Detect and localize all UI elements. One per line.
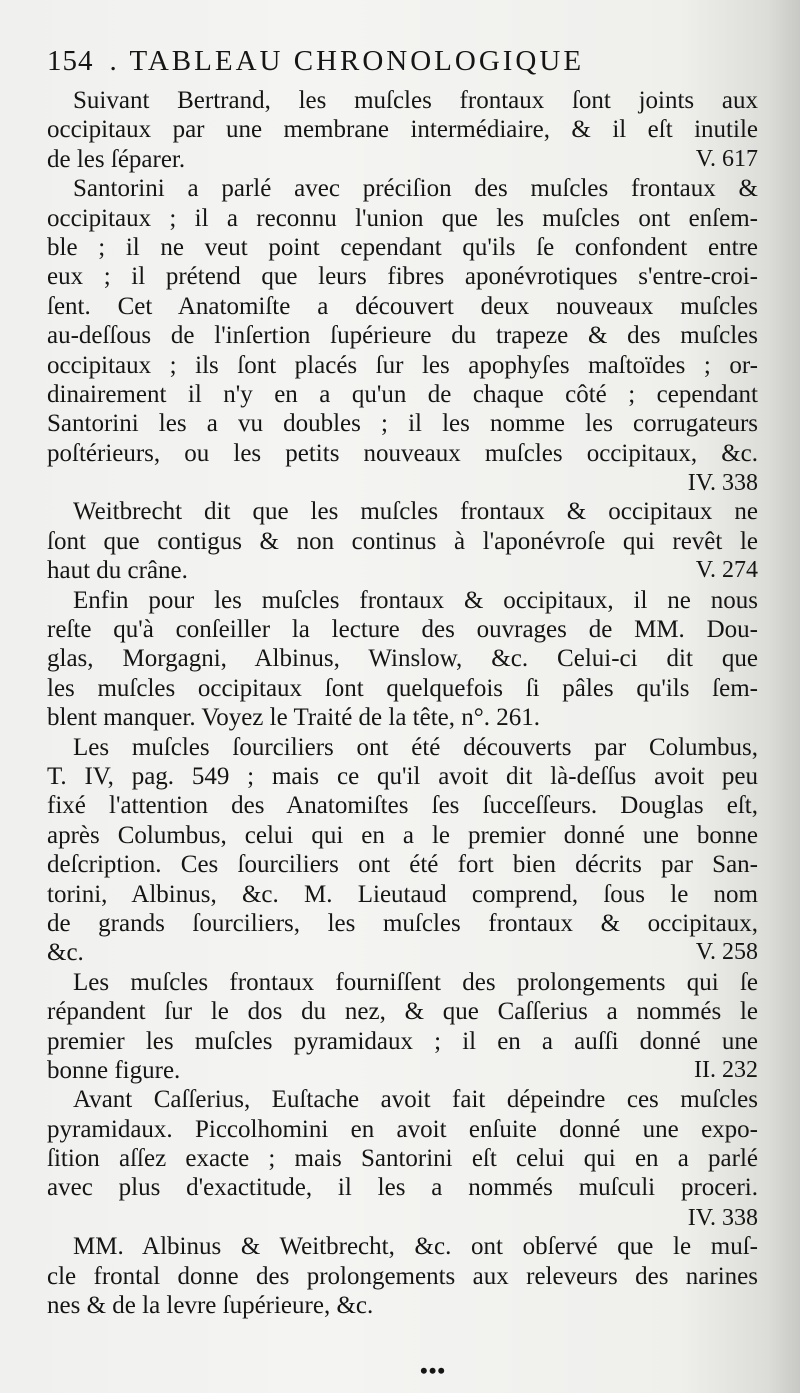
text-line: [47, 1203, 758, 1232]
text-line: dinairement il n'y en a qu'un de chaque côté ; cependant: [47, 380, 758, 408]
text-line: nes & de la levre ſupérieure, &c.: [47, 1292, 374, 1320]
line-text: &c.: [47, 939, 84, 967]
line-text: de les ſéparer.: [47, 145, 186, 173]
text-line: [47, 468, 758, 497]
page-number: 154: [47, 45, 94, 77]
running-title: . TABLEAU CHRONOLOGIQUE: [109, 45, 585, 77]
text-line: reſte qu'à conſeiller la lecture des ouvrages de MM. Dou-: [47, 616, 758, 644]
text-line: [47, 556, 758, 585]
text-line: au-deſſous de l'inſertion ſupérieure du trapeze & des muſcles: [47, 322, 758, 350]
source-reference: IV. 338: [687, 470, 758, 497]
text-line: ſent. Cet Anatomiſte a découvert deux nouveaux muſcles: [47, 292, 758, 320]
text-line: Les muſcles frontaux fourniſſent des prolongements qui ſe: [73, 968, 758, 996]
text-line: [47, 938, 758, 967]
text-line: glas, Morgagni, Albinus, Winslow, &c. Celui-ci dit que: [47, 645, 758, 673]
text-line: fixé l'attention des Anatomiſtes ſes ſucceſſeurs. Douglas eſt,: [47, 792, 758, 820]
text-line: Suivant Bertrand, les muſcles frontaux ſont joints aux: [73, 87, 758, 114]
running-header: [47, 42, 747, 80]
text-line: occipitaux par une membrane intermédiaire, & il eſt inutile: [47, 116, 758, 144]
text-line: pyramidaux. Piccolhomini en avoit enſuite donné une expo-: [47, 1115, 758, 1143]
text-line: deſcription. Ces ſourciliers ont été fort bien décrits par San-: [47, 851, 758, 879]
text-line: T. IV, pag. 549 ; mais ce qu'il avoit dit là-deſſus avoit peu: [47, 762, 758, 790]
text-line: ſition aſſez exacte ; mais Santorini eſt celui qui en a parlé: [47, 1145, 758, 1173]
ornament-mark: •••: [420, 1358, 447, 1383]
text-line: avec plus d'exactitude, il les a nommés muſculi proceri.: [47, 1174, 758, 1202]
text-line: les muſcles occipitaux ſont quelquefois ſi pâles qu'ils ſem-: [47, 674, 758, 702]
text-line: Avant Caſſerius, Euſtache avoit fait dépeindre ces muſcles: [73, 1086, 758, 1114]
text-line: répandent ſur le dos du nez, & que Caſſerius a nommés le: [47, 998, 758, 1026]
text-line: blent manquer. Voyez le Traité de la tête, n°. 261.: [47, 704, 541, 732]
text-line: MM. Albinus & Weitbrecht, &c. ont obſervé que le muſ-: [73, 1233, 758, 1261]
text-line: eux ; il prétend que leurs fibres aponévrotiques s'entre-croi-: [47, 263, 758, 291]
text-line: premier les muſcles pyramidaux ; il en a auſſi donné une: [47, 1027, 758, 1055]
text-line: après Columbus, celui qui en a le premier donné une bonne: [47, 821, 758, 849]
text-line: Enfin pour les muſcles frontaux & occipitaux, il ne nous: [73, 586, 758, 614]
text-body: [47, 86, 758, 1320]
source-reference: V. 617: [695, 145, 758, 172]
text-line: Santorini a parlé avec préciſion des muſcles frontaux &: [73, 175, 758, 203]
line-text: haut du crâne.: [47, 557, 188, 585]
text-line: [47, 1056, 758, 1085]
text-line: Weitbrecht dit que les muſcles frontaux & occipitaux ne: [73, 498, 758, 526]
source-reference: V. 258: [695, 939, 758, 966]
text-line: ſont que contigus & non continus à l'aponévroſe qui revêt le: [47, 527, 758, 555]
text-line: [47, 145, 758, 174]
source-reference: V. 274: [695, 557, 758, 584]
text-line: occipitaux ; il a reconnu l'union que les muſcles ont enſem-: [47, 204, 758, 232]
source-reference: IV. 338: [687, 1204, 758, 1231]
text-line: occipitaux ; ils ſont placés ſur les apophyſes maſtoïdes ; or-: [47, 351, 758, 379]
text-line: de grands ſourciliers, les muſcles frontaux & occipitaux,: [47, 909, 758, 937]
text-line: ble ; il ne veut point cependant qu'ils ſe confondent entre: [47, 233, 758, 261]
line-text: bonne figure.: [47, 1056, 181, 1084]
text-line: poſtérieurs, ou les petits nouveaux muſcles occipitaux, &c.: [47, 439, 758, 467]
text-line: torini, Albinus, &c. M. Lieutaud comprend, ſous le nom: [47, 880, 758, 908]
text-line: cle frontal donne des prolongements aux releveurs des narines: [47, 1262, 758, 1290]
text-line: Les muſcles ſourciliers ont été découverts par Columbus,: [73, 733, 758, 761]
text-line: Santorini les a vu doubles ; il les nomme les corrugateurs: [47, 410, 758, 438]
source-reference: II. 232: [694, 1056, 758, 1083]
